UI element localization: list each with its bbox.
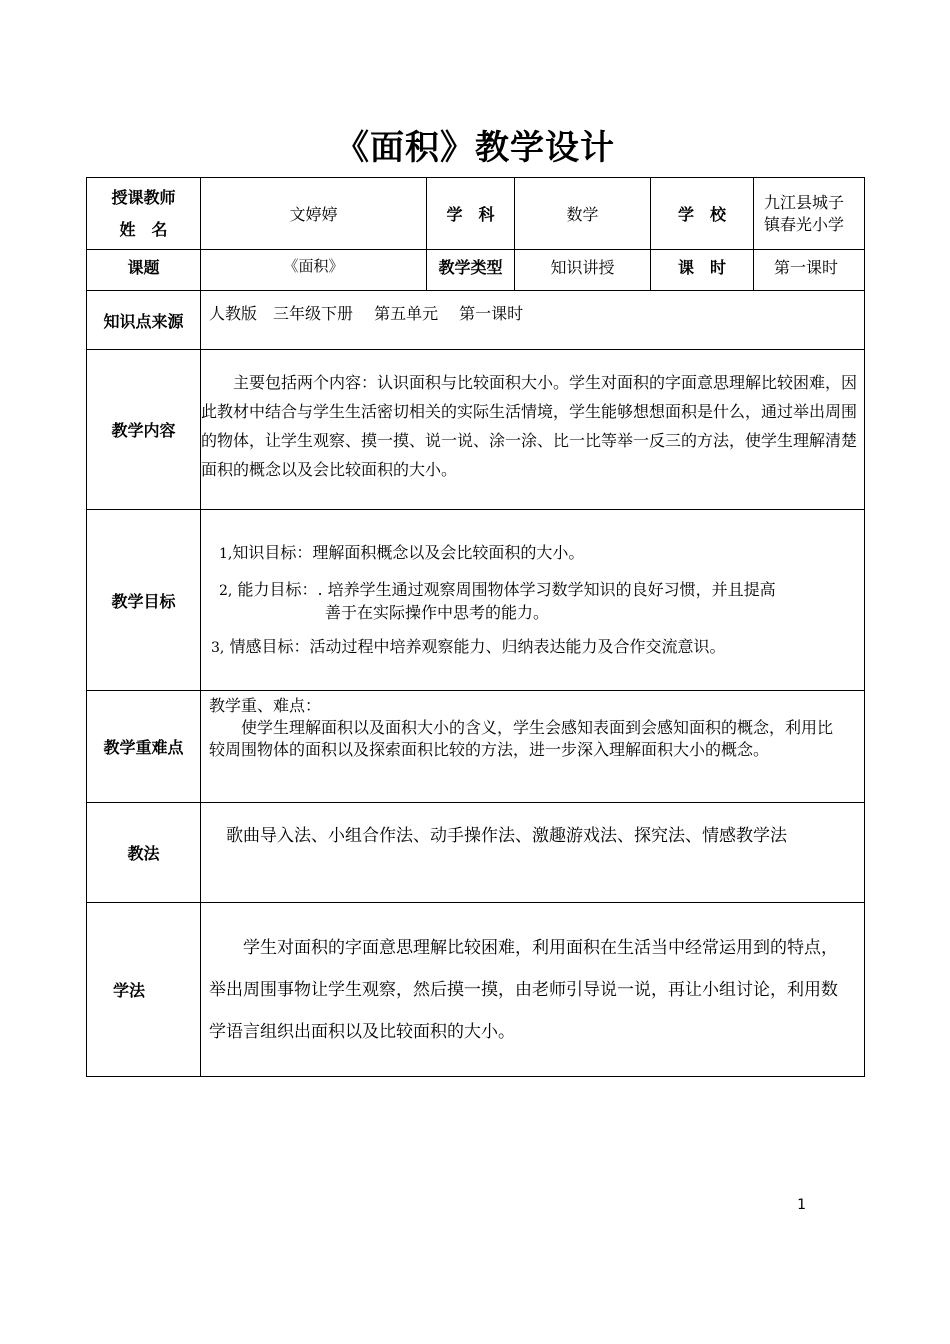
teacher-label-cell bbox=[87, 178, 201, 250]
learning-label: 学法 bbox=[87, 903, 201, 1077]
document-title: 《面积》教学设计 bbox=[335, 128, 615, 168]
goal-2 bbox=[211, 579, 844, 602]
topic-row bbox=[87, 250, 865, 291]
source-label: 知识点来源 bbox=[87, 291, 201, 350]
key-points-text: 使学生理解面积以及面积大小的含义，学生会感知表面到会感知面积的概念，利用比较周围物体的面积以及探索面积比较的方法，进一步深入理解面积大小的概念。 bbox=[209, 718, 834, 759]
school-label: 学 校 bbox=[651, 178, 754, 250]
goals-label: 教学目标 bbox=[87, 510, 201, 691]
type-value: 知识讲授 bbox=[515, 250, 651, 291]
source-row bbox=[87, 291, 865, 350]
period-value: 第一课时 bbox=[754, 250, 865, 291]
goal-2-continued: 善于在实际操作中思考的能力。 bbox=[325, 603, 550, 622]
goal-1 bbox=[211, 542, 844, 565]
topic-label: 课题 bbox=[87, 250, 201, 291]
key-points-row bbox=[87, 691, 865, 803]
page-number: 1 bbox=[797, 1197, 806, 1213]
content-label: 教学内容 bbox=[87, 350, 201, 510]
school-line-1: 九江县城子 bbox=[764, 192, 845, 212]
teacher-label-line-1: 授课教师 bbox=[111, 187, 176, 207]
key-points-heading: 教学重、难点： bbox=[209, 696, 322, 715]
type-label: 教学类型 bbox=[427, 250, 515, 291]
goal-3 bbox=[211, 636, 844, 659]
school-line-2: 镇春光小学 bbox=[764, 214, 845, 234]
school-cell bbox=[754, 178, 865, 250]
content-row bbox=[87, 350, 865, 510]
goal-2-text: 能力目标：. 培养学生通过观察周围物体学习数学知识的良好习惯，并且提高 bbox=[237, 580, 776, 599]
subject-label: 学 科 bbox=[427, 178, 515, 250]
goal-1-number: 1, bbox=[219, 546, 233, 562]
goals-cell bbox=[201, 510, 865, 691]
goals-row bbox=[87, 510, 865, 691]
header-row bbox=[87, 178, 865, 250]
methods-label: 教法 bbox=[87, 803, 201, 903]
subject-value: 数学 bbox=[515, 178, 651, 250]
topic-value: 《面积》 bbox=[201, 250, 427, 291]
source-value: 人教版 三年级下册 第五单元 第一课时 bbox=[201, 291, 865, 350]
learning-row bbox=[87, 903, 865, 1077]
goal-3-text: 情感目标：活动过程中培养观察能力、归纳表达能力及合作交流意识。 bbox=[229, 637, 726, 656]
methods-text: 歌曲导入法、小组合作法、动手操作法、激趣游戏法、探究法、情感教学法 bbox=[201, 803, 865, 903]
teacher-name: 文婷婷 bbox=[201, 178, 427, 250]
learning-text: 学生对面积的字面意思理解比较困难，利用面积在生活当中经常运用到的特点，举出周围事物让学生观察，然后摸一摸，由老师引导说一说，再让小组讨论，利用数学语言组织出面积以及比较面积的大小。 bbox=[201, 903, 865, 1077]
period-label: 课 时 bbox=[651, 250, 754, 291]
content-text: 主要包括两个内容：认识面积与比较面积大小。学生对面积的字面意思理解比较困难，因此教材中结合与学生生活密切相关的实际生活情境，学生能够想想面积是什么，通过举出周围的物体，让学生观察、摸一摸、说一说、涂一涂、比一比等举一反三的方法，使学生理解清楚面积的概念以及会比较面积的大小。 bbox=[201, 350, 865, 510]
lesson-plan-table bbox=[86, 177, 865, 1077]
teacher-label-line-2: 姓 名 bbox=[119, 219, 168, 239]
key-points-cell bbox=[201, 691, 865, 803]
key-points-label: 教学重难点 bbox=[87, 691, 201, 803]
goal-1-text: 知识目标：理解面积概念以及会比较面积的大小。 bbox=[232, 543, 585, 562]
goal-2-number: 2, bbox=[219, 583, 233, 599]
goal-3-number: 3, bbox=[211, 640, 225, 656]
methods-row bbox=[87, 803, 865, 903]
